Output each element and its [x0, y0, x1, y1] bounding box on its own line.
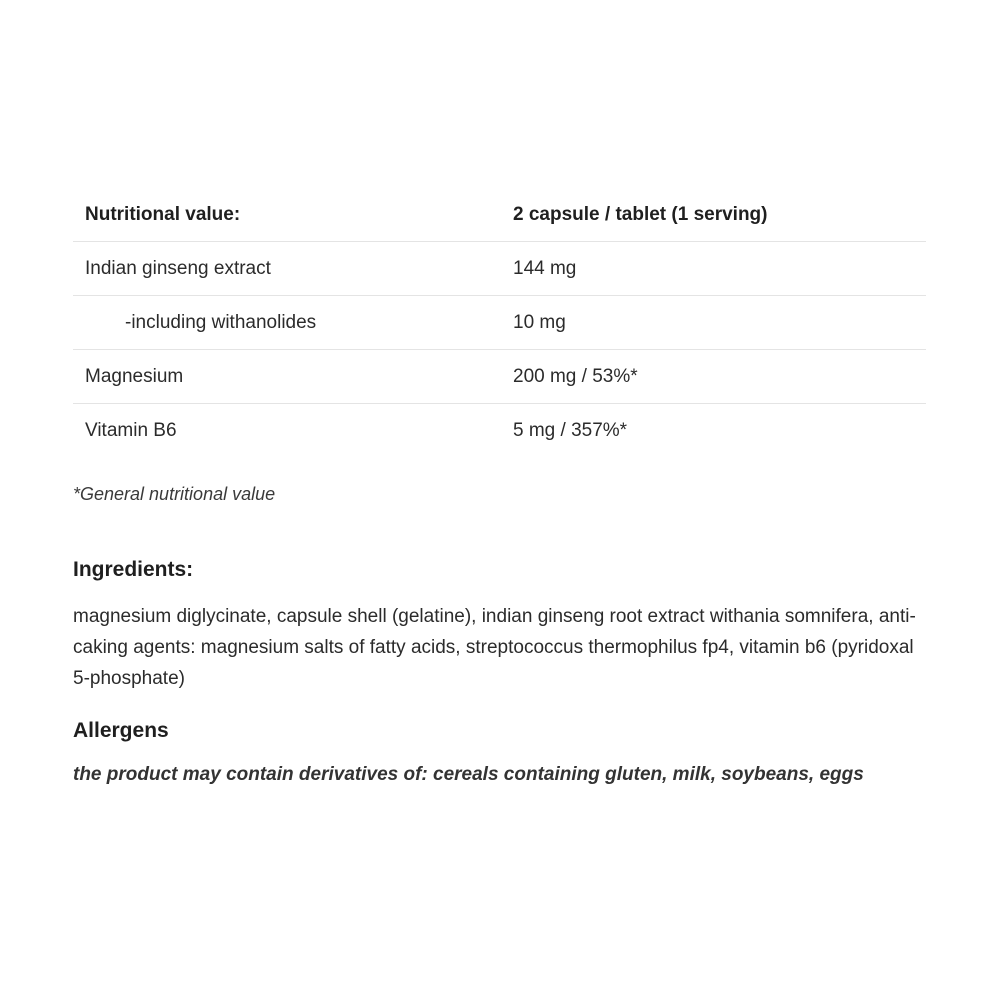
table-header-row: [73, 188, 926, 242]
table-row: [73, 242, 926, 296]
nutrient-name: -including withanolides: [73, 296, 501, 350]
nutrient-value: 10 mg: [501, 296, 926, 350]
nutrient-value: 200 mg / 53%*: [501, 350, 926, 404]
nutrient-value: 5 mg / 357%*: [513, 419, 628, 441]
table-row: [73, 350, 926, 404]
nutritional-value-header: Nutritional value:: [73, 188, 501, 242]
nutrient-name: Indian ginseng extract: [73, 242, 501, 296]
nutrient-name: Vitamin B6: [85, 419, 177, 441]
nutrient-value: 144 mg: [501, 242, 926, 296]
nutrition-table: [73, 188, 926, 457]
nutrient-name: Magnesium: [73, 350, 501, 404]
allergens-heading: Allergens: [73, 719, 169, 742]
footnote: *General nutritional value: [73, 484, 276, 504]
table-row: [73, 296, 926, 350]
serving-size-header: 2 capsule / tablet (1 serving): [501, 188, 926, 242]
table-row: [73, 404, 926, 458]
allergens-text: the product may contain derivatives of: cereals containing gluten, milk, soybeans, eggs: [73, 764, 864, 785]
ingredients-heading: Ingredients:: [73, 558, 194, 581]
ingredients-text: magnesium diglycinate, capsule shell (gelatine), indian ginseng root extract withania somnifera, anti-caking agents: magnesium salts of fatty acids, streptococcus thermophilus fp4, vitamin b6 (pyridoxal 5-phosphate): [73, 606, 916, 689]
